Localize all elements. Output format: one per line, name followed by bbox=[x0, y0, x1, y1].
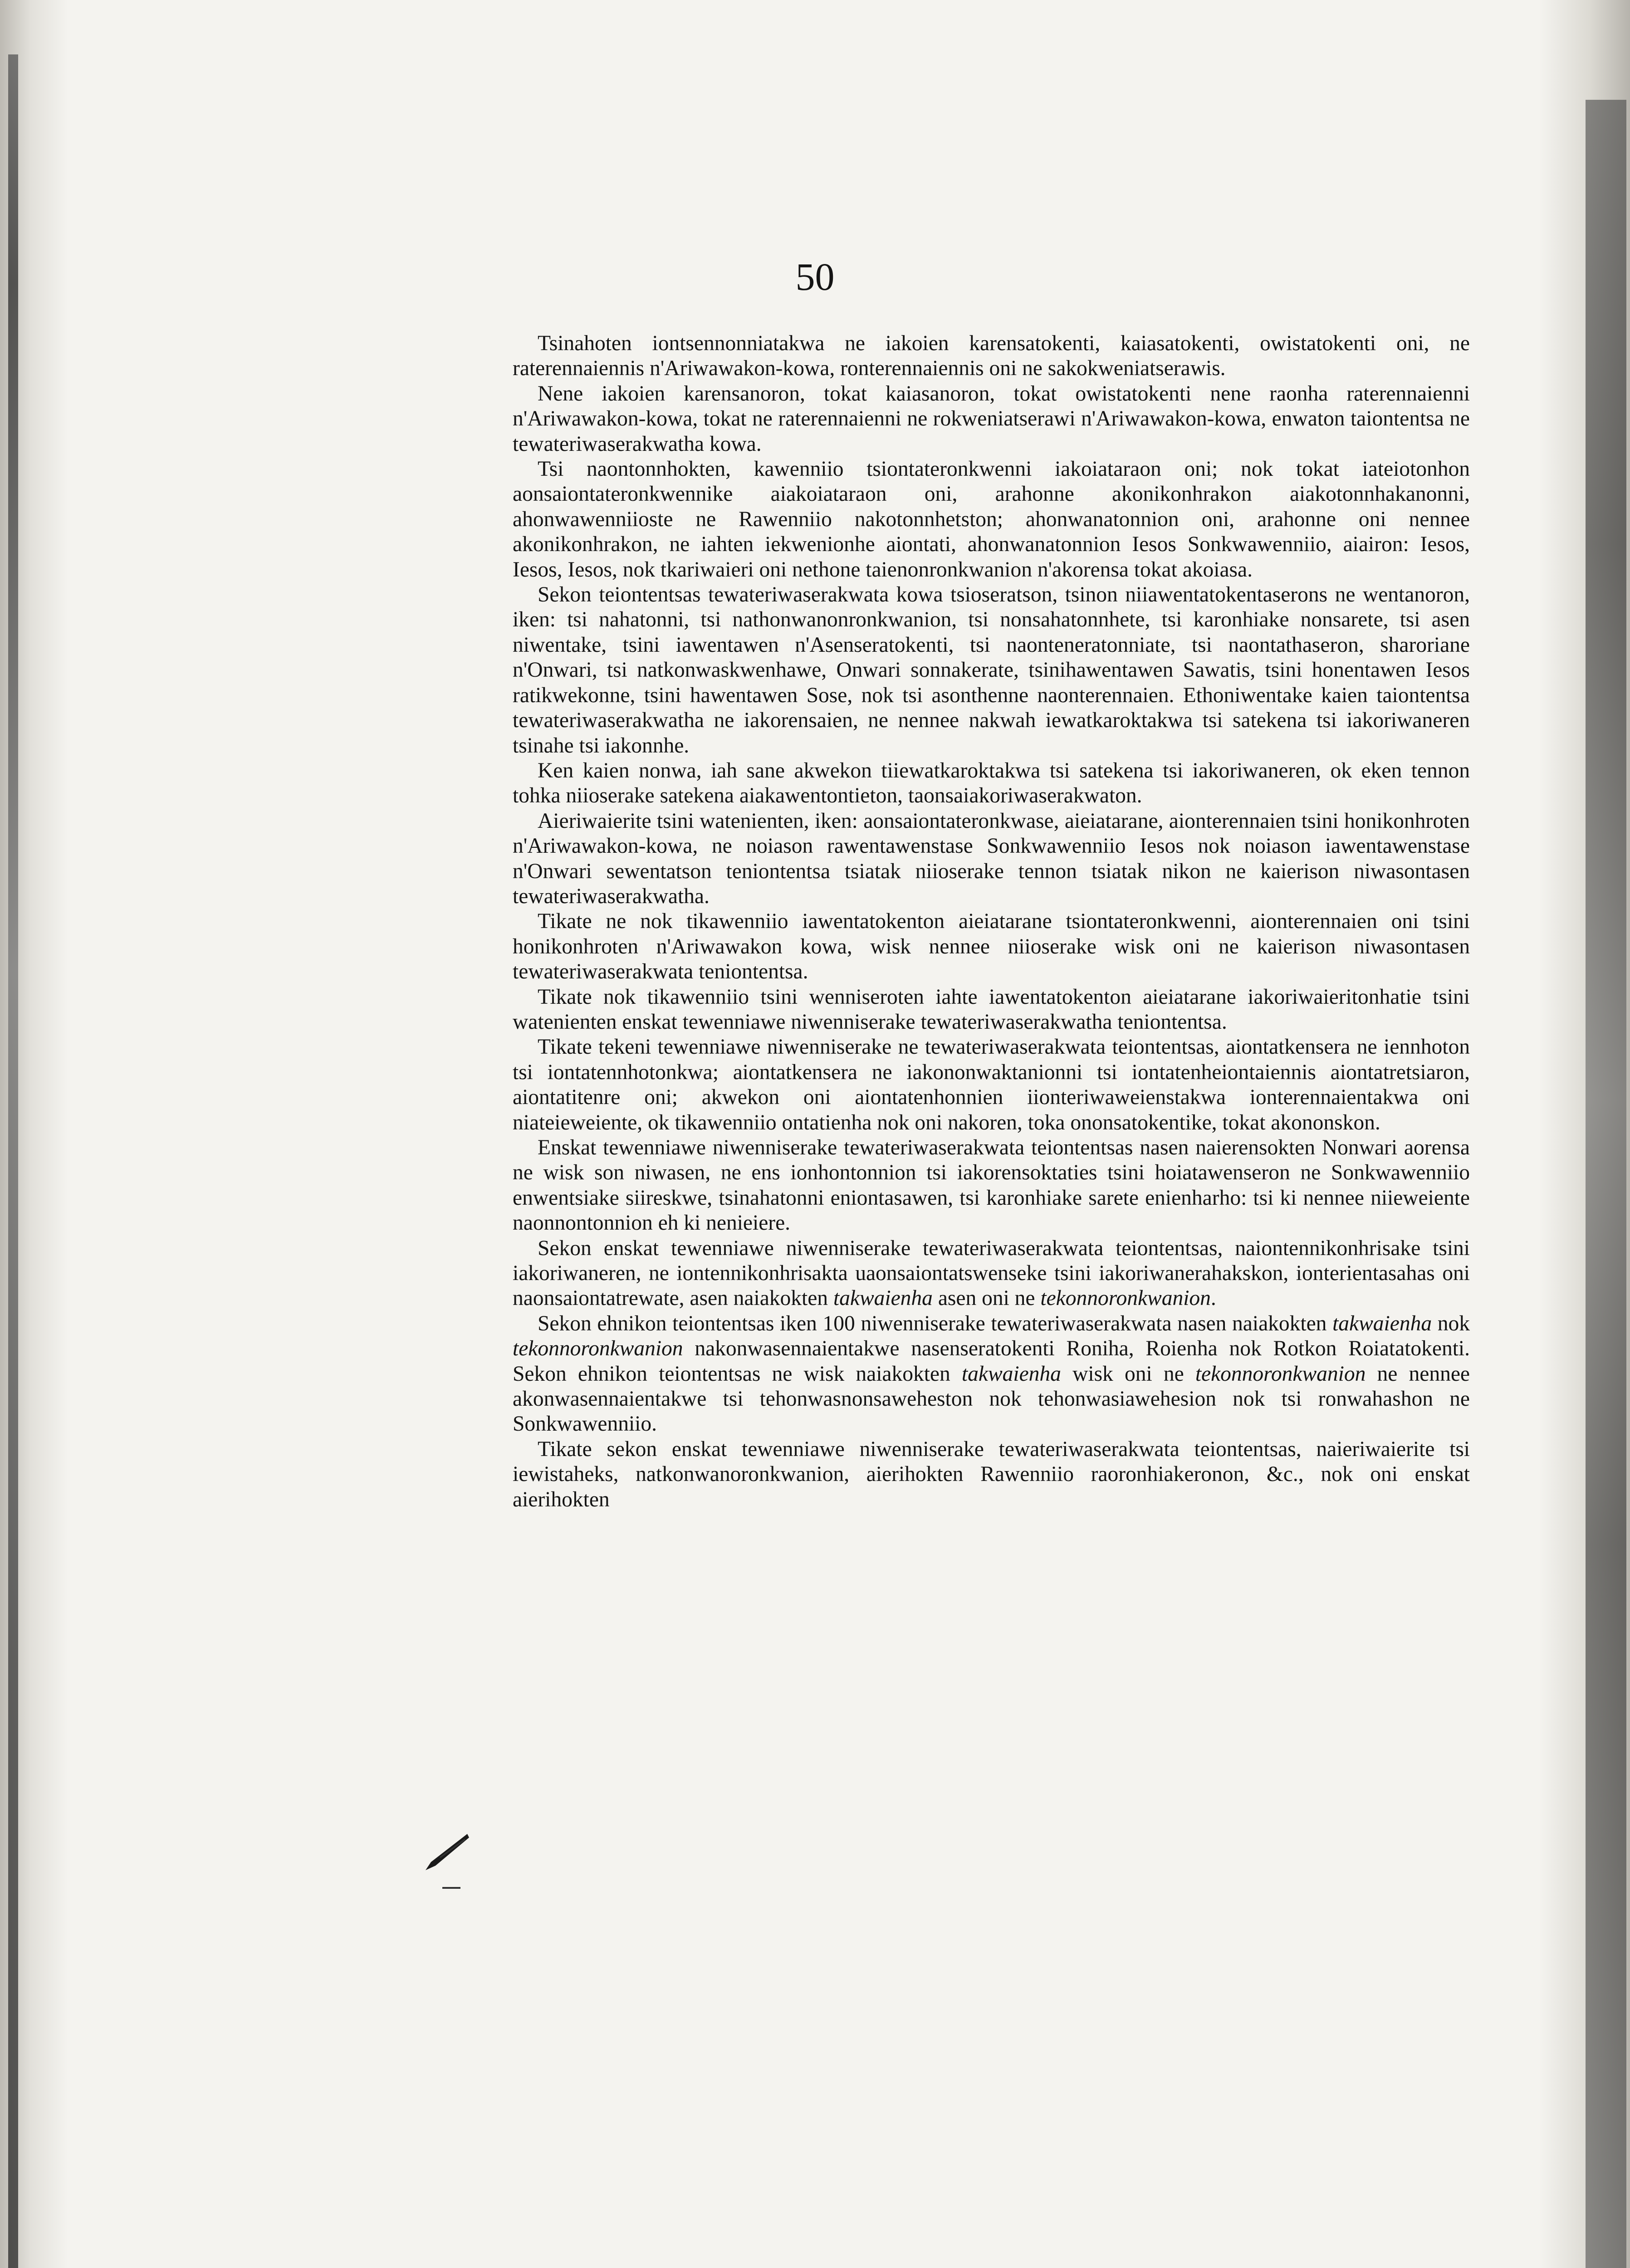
paragraph bbox=[513, 1311, 1470, 1437]
text-body bbox=[513, 331, 1470, 1512]
paragraph-text: Tikate sekon enskat tewenniawe niwenniserake tewateriwaserakwata teiontentsas, naieriwaierite tsi iewistaheks, natkonwanoronkwanion, aierihokten Rawenniio raoronhiakeronon, &c., nok oni enskat aierihokten bbox=[513, 1437, 1470, 1511]
paragraph-text: nok bbox=[1432, 1311, 1470, 1335]
paragraph-text: nakonwasennaientakwe nasenseratokenti Roniha, Roienha nok Rotkon Roiatatokenti. Sekon ehnikon teiontentsas ne wisk naiakokten bbox=[513, 1337, 1470, 1386]
paragraph-text: Nene iakoien karensanoron, tokat kaiasanoron, tokat owistatokenti nene raonha raterennaienni n'Ariwawakon-kowa, tokat ne raterennaienni ne rokweniatserawi n'Ariwawakon-kowa, enwaton taiontentsa ne tewateriwaserakwatha kowa. bbox=[513, 381, 1470, 456]
italic-term: takwaienha bbox=[1332, 1311, 1432, 1335]
paragraph-text: Aieriwaierite tsini watenienten, iken: aonsaiontateronkwase, aieiatarane, aionterennaien tsini honikonhroten n'Ariwawakon-kowa, ne noiason rawentawenstase Sonkwawenniio Iesos nok noiason iawentawenstase n'Onwari sewentatson teniontentsa tsiatak niioserake tennon tsiatak nikon ne kaierison niwasontasen tewateriwaserakwatha. bbox=[513, 809, 1470, 908]
paragraph bbox=[513, 1437, 1470, 1512]
paragraph-text: Tsinahoten iontsennonniatakwa ne iakoien karensatokenti, kaiasatokenti, owistatokenti oni, ne raterennaiennis n'Ariwawakon-kowa, ronterennaiennis oni ne sakokweniatserawis. bbox=[513, 332, 1470, 381]
paragraph bbox=[513, 1236, 1470, 1311]
paragraph bbox=[513, 809, 1470, 909]
paragraph-text: wisk oni ne bbox=[1061, 1362, 1195, 1386]
paragraph-text: Enskat tewenniawe niwenniserake tewateriwaserakwata teiontentsas nasen naierensokten Nonwari aorensa ne wisk son niwasen, ne ens ionhontonnion tsi iakorensoktaties tsini hoiatawenseron ne Sonkwawenniio enwentsiake siireskwe, tsinahatonni eniontasawen, tsi karonhiake sarete enienharho: tsi ki nennee niieweiente naonnontonnion eh ki nenieiere. bbox=[513, 1136, 1470, 1235]
italic-term: tekonnoronkwanion bbox=[1195, 1362, 1366, 1386]
paragraph bbox=[513, 331, 1470, 381]
margin-dash-icon bbox=[442, 1887, 460, 1889]
italic-term: tekonnoronkwanion bbox=[1040, 1286, 1211, 1310]
paragraph-text: Tsi naontonnhokten, kawenniio tsiontateronkwenni iakoiataraon oni; nok tokat iateiotonhon aonsaiontateronkwennike aiakoiataraon oni, arahonne akonikonhrakon aiakotonnhakanonni, ahonwawenniioste ne Rawenniio nakotonnhetston; ahonwanatonnion oni, arahonne oni nennee akonikonhrakon, ne iahten iekwenionhe aiontati, ahonwanatonnion Iesos Sonkwawenniio, aiairon: Iesos, Iesos, Iesos, nok tkariwaieri oni nethone taienonronkwanion n'akorensa tokat akoiasa. bbox=[513, 457, 1470, 582]
paragraph bbox=[513, 985, 1470, 1035]
paragraph bbox=[513, 758, 1470, 809]
paragraph-text: Sekon teiontentsas tewateriwaserakwata kowa tsioseratson, tsinon niiawentatokentaserons ne wentanoron, iken: tsi nahatonni, tsi nathonwanonronkwanion, tsi nonsahatonnhete, tsi karonhiake nonsarete, tsi asen niwentake, tsini iawentawen n'Asenseratokenti, tsi naonteneratonniate, tsi naontathaseron, sharoriane n'Onwari, tsi natkonwaskwenhawe, Onwari sonnakerate, tsinihawentawen Sawatis, tsini honentawen Iesos ratikwekonne, tsini hawentawen Sose, nok tsi asonthenne naonterennaien. Ethoniwentake kaien taiontentsa tewateriwaserakwatha ne iakorensaien, ne nennee nakwah iewatkaroktakwa tsi satekena tsi iakoriwaneren tsinahe tsi iakonnhe. bbox=[513, 583, 1470, 758]
paragraph-text: . bbox=[1210, 1286, 1216, 1310]
paragraph-text: Sekon ehnikon teiontentsas iken 100 niwenniserake tewateriwaserakwata nasen naiakokten bbox=[538, 1311, 1333, 1335]
paragraph bbox=[513, 381, 1470, 457]
scan-binding-shadow-left bbox=[8, 54, 18, 2268]
paragraph-text: Sekon enskat tewenniawe niwenniserake tewateriwaserakwata teiontentsas, naiontennikonhrisake tsini iakoriwaneren, ne iontennikonhrisakta uaonsaiontatswenseke tsini iakoriwanerahakskon, ionterientasahas oni naonsaiontatrewate, asen naiakokten bbox=[513, 1236, 1470, 1310]
paragraph bbox=[513, 582, 1470, 758]
paragraph-text: Tikate nok tikawenniio tsini wenniseroten iahte iawentatokenton aieiatarane iakoriwaieritonhatie tsini watenienten enskat tewenniawe niwenniserake tewateriwaserakwatha teniontentsa. bbox=[513, 985, 1470, 1034]
paragraph bbox=[513, 1135, 1470, 1236]
paragraph-text: Ken kaien nonwa, iah sane akwekon tiiewatkaroktakwa tsi satekena tsi iakoriwaneren, ok eken tennon tohka niioserake satekena aiakawentontieton, taonsaiakoriwaserakwaton. bbox=[513, 758, 1470, 808]
scan-binding-shadow-right bbox=[1586, 100, 1626, 2268]
italic-term: takwaienha bbox=[833, 1286, 933, 1310]
paragraph bbox=[513, 1035, 1470, 1135]
paragraph-text: Tikate ne nok tikawenniio iawentatokenton aieiatarane tsiontateronkwenni, aionterennaien oni tsini honikonhroten n'Ariwawakon kowa, wisk nennee niioserake wisk oni ne kaierison niwasontasen tewateriwaserakwata teniontentsa. bbox=[513, 909, 1470, 984]
paragraph bbox=[513, 457, 1470, 582]
pen-mark-icon bbox=[422, 1830, 472, 1873]
paragraph bbox=[513, 909, 1470, 984]
page-number: 50 bbox=[795, 255, 835, 298]
paragraph-text: ne nennee akonwasennaientakwe tsi tehonwasnonsaweheston nok tehonwasiawehesion nok tsi ronwahashon ne Sonkwawenniio. bbox=[513, 1362, 1470, 1436]
paragraph-text: asen oni ne bbox=[932, 1286, 1041, 1310]
italic-term: tekonnoronkwanion bbox=[513, 1337, 683, 1361]
italic-term: takwaienha bbox=[961, 1362, 1061, 1386]
paragraph-text: Tikate tekeni tewenniawe niwenniserake ne tewateriwaserakwata teiontentsas, aiontatkensera ne iennhoton tsi iontatennhotonkwa; aiontatkensera ne iakononwaktanionni tsi iontatenheiontaiennis aiontatretsiaron, aiontatitenre oni; akwekon oni aiontatenhonnien iionteriwaweienstakwa ionterennaientakwa oni niateieweiente, ok tikawenniio ontatienha nok oni nakoren, toka ononsatokentike, tokat akononskon. bbox=[513, 1035, 1470, 1134]
